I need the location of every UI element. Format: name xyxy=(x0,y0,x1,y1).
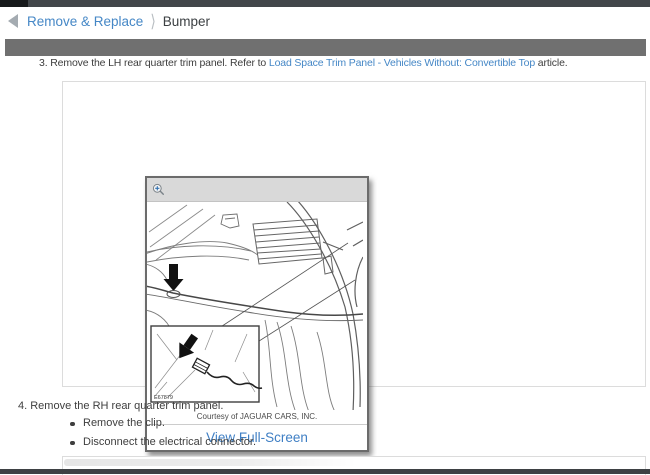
back-arrow-icon[interactable] xyxy=(8,14,18,28)
trim-edge-line xyxy=(147,286,363,321)
trim-panel-illustration[interactable] xyxy=(147,202,363,410)
window-top-strip-accent xyxy=(0,0,28,7)
next-figure-card-hint xyxy=(64,459,356,466)
step-4-bullet-1: Remove the clip. xyxy=(83,417,165,429)
vent-grille xyxy=(253,219,333,274)
figure-id-label: E67879 xyxy=(154,395,173,401)
toolbar-band xyxy=(5,39,646,56)
window-bottom-strip xyxy=(0,469,650,474)
step-4-bullet-2: Disconnect the electrical connector. xyxy=(83,436,257,448)
body-lines xyxy=(147,242,260,330)
breadcrumb-separator: ⟩ xyxy=(150,10,156,31)
hatch-lines xyxy=(149,205,215,260)
view-fullscreen-link[interactable]: View Full-Screen xyxy=(206,430,308,445)
breadcrumb-link-remove-replace[interactable]: Remove & Replace xyxy=(27,13,144,29)
bracket-detail xyxy=(221,214,239,228)
step-3-text-suffix: article. xyxy=(535,57,568,69)
step-4-instruction: 4. Remove the RH rear quarter trim panel. xyxy=(18,400,224,412)
figure-caption: Courtesy of JAGUAR CARS, INC. xyxy=(196,412,318,421)
step-3-text: 3. Remove the LH rear quarter trim panel. Refer to xyxy=(39,57,269,69)
figure-toolbar xyxy=(147,178,367,202)
zoom-in-icon[interactable] xyxy=(152,183,165,196)
step-3-instruction xyxy=(39,57,568,69)
detail-inset xyxy=(151,326,262,402)
breadcrumb-current-page: Bumper xyxy=(162,13,211,29)
step-3-article-link[interactable]: Load Space Trim Panel - Vehicles Without: Convertible Top xyxy=(268,57,536,69)
breadcrumb xyxy=(8,11,210,31)
window-top-strip xyxy=(0,0,650,7)
lower-body-lines xyxy=(265,320,335,410)
